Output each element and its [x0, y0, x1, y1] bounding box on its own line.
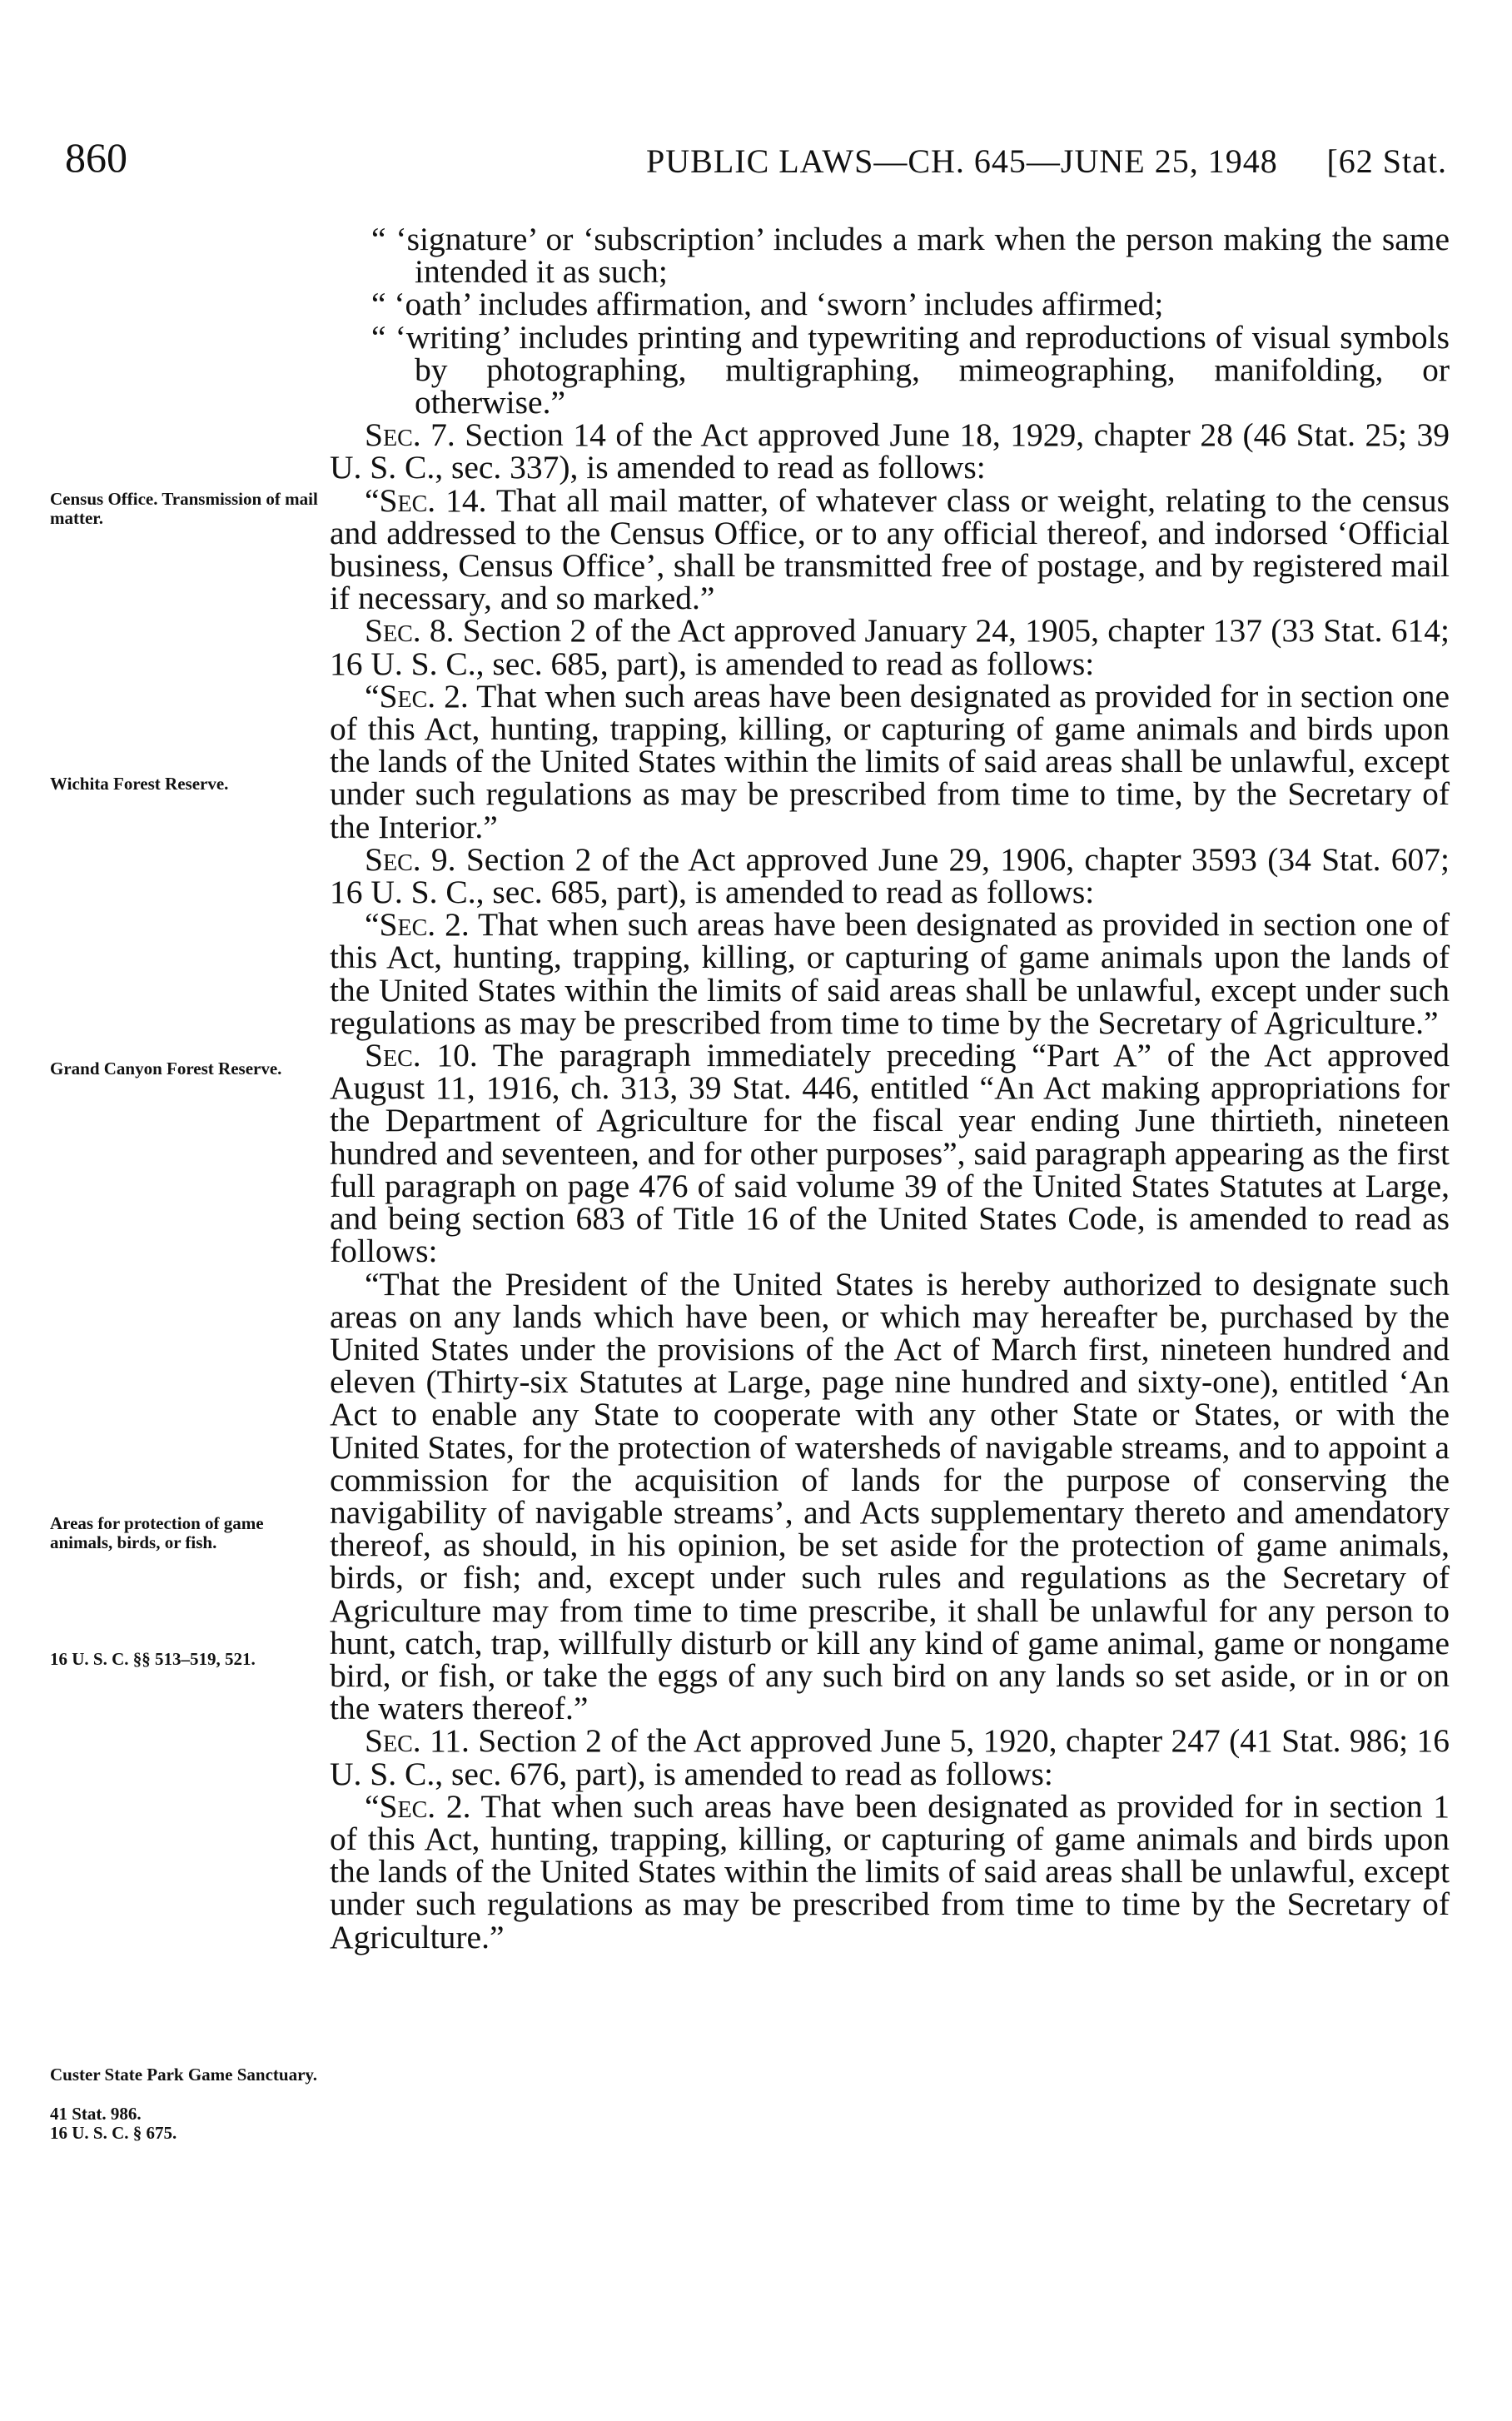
margin-note-census-office: Census Office. Transmission of mail matter.	[50, 489, 318, 528]
section-8: Sec. 8. Section 2 of the Act approved January 24, 1905, chapter 137 (33 Stat. 614; 16 U. S. C., sec. 685, part), is amended to read as follows:	[330, 612, 1450, 682]
margin-note-custer-park: Custer State Park Game Sanctuary.	[50, 2065, 317, 2085]
section-11: Sec. 11. Section 2 of the Act approved June 5, 1920, chapter 247 (41 Stat. 986; 16 U. S. C., sec. 676, part), is amended to read as follows:	[330, 1722, 1450, 1792]
section-label: “Sec. 2.	[365, 906, 470, 944]
margin-note-usc-675: 16 U. S. C. § 675.	[50, 2123, 177, 2143]
margin-note-41-stat: 41 Stat. 986.	[50, 2104, 142, 2124]
volume-reference: [62 Stat.	[1326, 142, 1447, 180]
section-label: Sec. 11.	[365, 1722, 470, 1760]
quoted-section-2-interior: “Sec. 2. That when such areas have been designated as provided for in section one of this Act, hunting, trapping, killing, or capturing of game animals and birds upon the lands of the United States within the limits of said areas shall be unlawful, except under such regulations as may be prescribed from time to time, by the Secretary of the Interior.”	[330, 677, 1450, 845]
section-10: Sec. 10. The paragraph immediately preceding “Part A” of the Act approved August 11, 1916, ch. 313, 39 Stat. 446, entitled “An Act making appropriations for the Department of Agriculture for the fiscal year ending June thirtieth, nineteen hundred and seventeen, and for other purposes”, said paragraph appearing as the first full paragraph on page 476 of said volume 39 of the United States Statutes at Large, and being section 683 of Title 16 of the United States Code, is amended to read as follows:	[330, 1037, 1450, 1270]
quoted-section-2-agriculture: “Sec. 2. That when such areas have been designated as provided in section one of this Act, hunting, trapping, killing, or capturing of game animals upon the lands of the United States within the limits of said areas shall be unlawful, except under such regulations as may be prescribed from time to time by the Secretary of Agriculture.”	[330, 906, 1450, 1041]
section-label: “Sec. 2.	[365, 677, 469, 715]
section-label: Sec. 10.	[365, 1037, 478, 1074]
section-9: Sec. 9. Section 2 of the Act approved June 29, 1906, chapter 3593 (34 Stat. 607; 16 U. S. C., sec. 685, part), is amended to read as follows:	[330, 840, 1450, 911]
margin-note-wichita-forest: Wichita Forest Reserve.	[50, 774, 229, 794]
margin-note-usc-513: 16 U. S. C. §§ 513–519, 521.	[50, 1649, 256, 1669]
quoted-president-authority: “That the President of the United States is hereby authorized to designate such areas on any lands which have been, or which may hereafter be, purchased by the United States under the provisions of the Act of March first, nineteen hundred and eleven (Thirty-six Statutes at Large, page nine hundred and sixty-one), entitled ‘An Act to enable any State to cooperate with any other State or States, or with the United States, for the protection of watersheds of navigable streams, and to appoint a commission for the acquisition of lands for the purpose of conserving the navigability of navigable streams’, and Acts supplementary thereto and amendatory thereof, as should, in his opinion, be set aside for the protection of game animals, birds, or fish; and, except under such rules and regulations as the Secretary of Agriculture may from time to time prescribe, it shall be unlawful for any person to hunt, catch, trap, willfully disturb or kill any kind of game animal, game or nongame bird, or fish, or take the eggs of any such bird on any lands so set aside, or in or on the waters thereof.”	[330, 1265, 1450, 1727]
statute-text	[330, 223, 1450, 1954]
section-label: “Sec. 2.	[365, 1787, 471, 1825]
definition-signature: “ ‘signature’ or ‘subscription’ includes a mark when the person making the same intended it as such;	[371, 221, 1450, 291]
quoted-section-2-custer: “Sec. 2. That when such areas have been designated as provided for in section 1 of this Act, hunting, trapping, killing, or capturing of game animals and birds upon the lands of the United States within the limits of said areas shall be unlawful, except under such regulations as may be prescribed from time to time by the Secretary of Agriculture.”	[330, 1787, 1450, 1955]
margin-note-grand-canyon: Grand Canyon Forest Reserve.	[50, 1059, 282, 1078]
page-header	[65, 133, 1447, 183]
definition-oath: “ ‘oath’ includes affirmation, and ‘sworn’ includes affirmed;	[371, 286, 1164, 323]
section-label: “Sec. 14.	[365, 481, 487, 519]
section-7: Sec. 7. Section 14 of the Act approved June 18, 1929, chapter 28 (46 Stat. 25; 39 U. S. C., sec. 337), is amended to read as follows:	[330, 416, 1450, 486]
section-label: Sec. 8.	[365, 612, 455, 650]
section-label: Sec. 9.	[365, 840, 456, 878]
page-number: 860	[65, 134, 127, 181]
definition-writing: “ ‘writing’ includes printing and typewriting and reproductions of visual symbols by photographing, multigraphing, mimeographing, manifolding, or otherwise.”	[371, 318, 1450, 421]
quoted-section-14: “Sec. 14. That all mail matter, of whatever class or weight, relating to the census and addressed to the Census Office, or to any official thereof, and indorsed ‘Official business, Census Office’, shall be transmitted free of postage, and by registered mail if necessary, and so marked.”	[330, 481, 1450, 617]
running-title: PUBLIC LAWS—CH. 645—JUNE 25, 1948	[646, 142, 1278, 180]
section-label: Sec. 7.	[365, 416, 455, 454]
margin-note-game-areas: Areas for protection of game animals, birds, or fish.	[50, 1513, 264, 1552]
